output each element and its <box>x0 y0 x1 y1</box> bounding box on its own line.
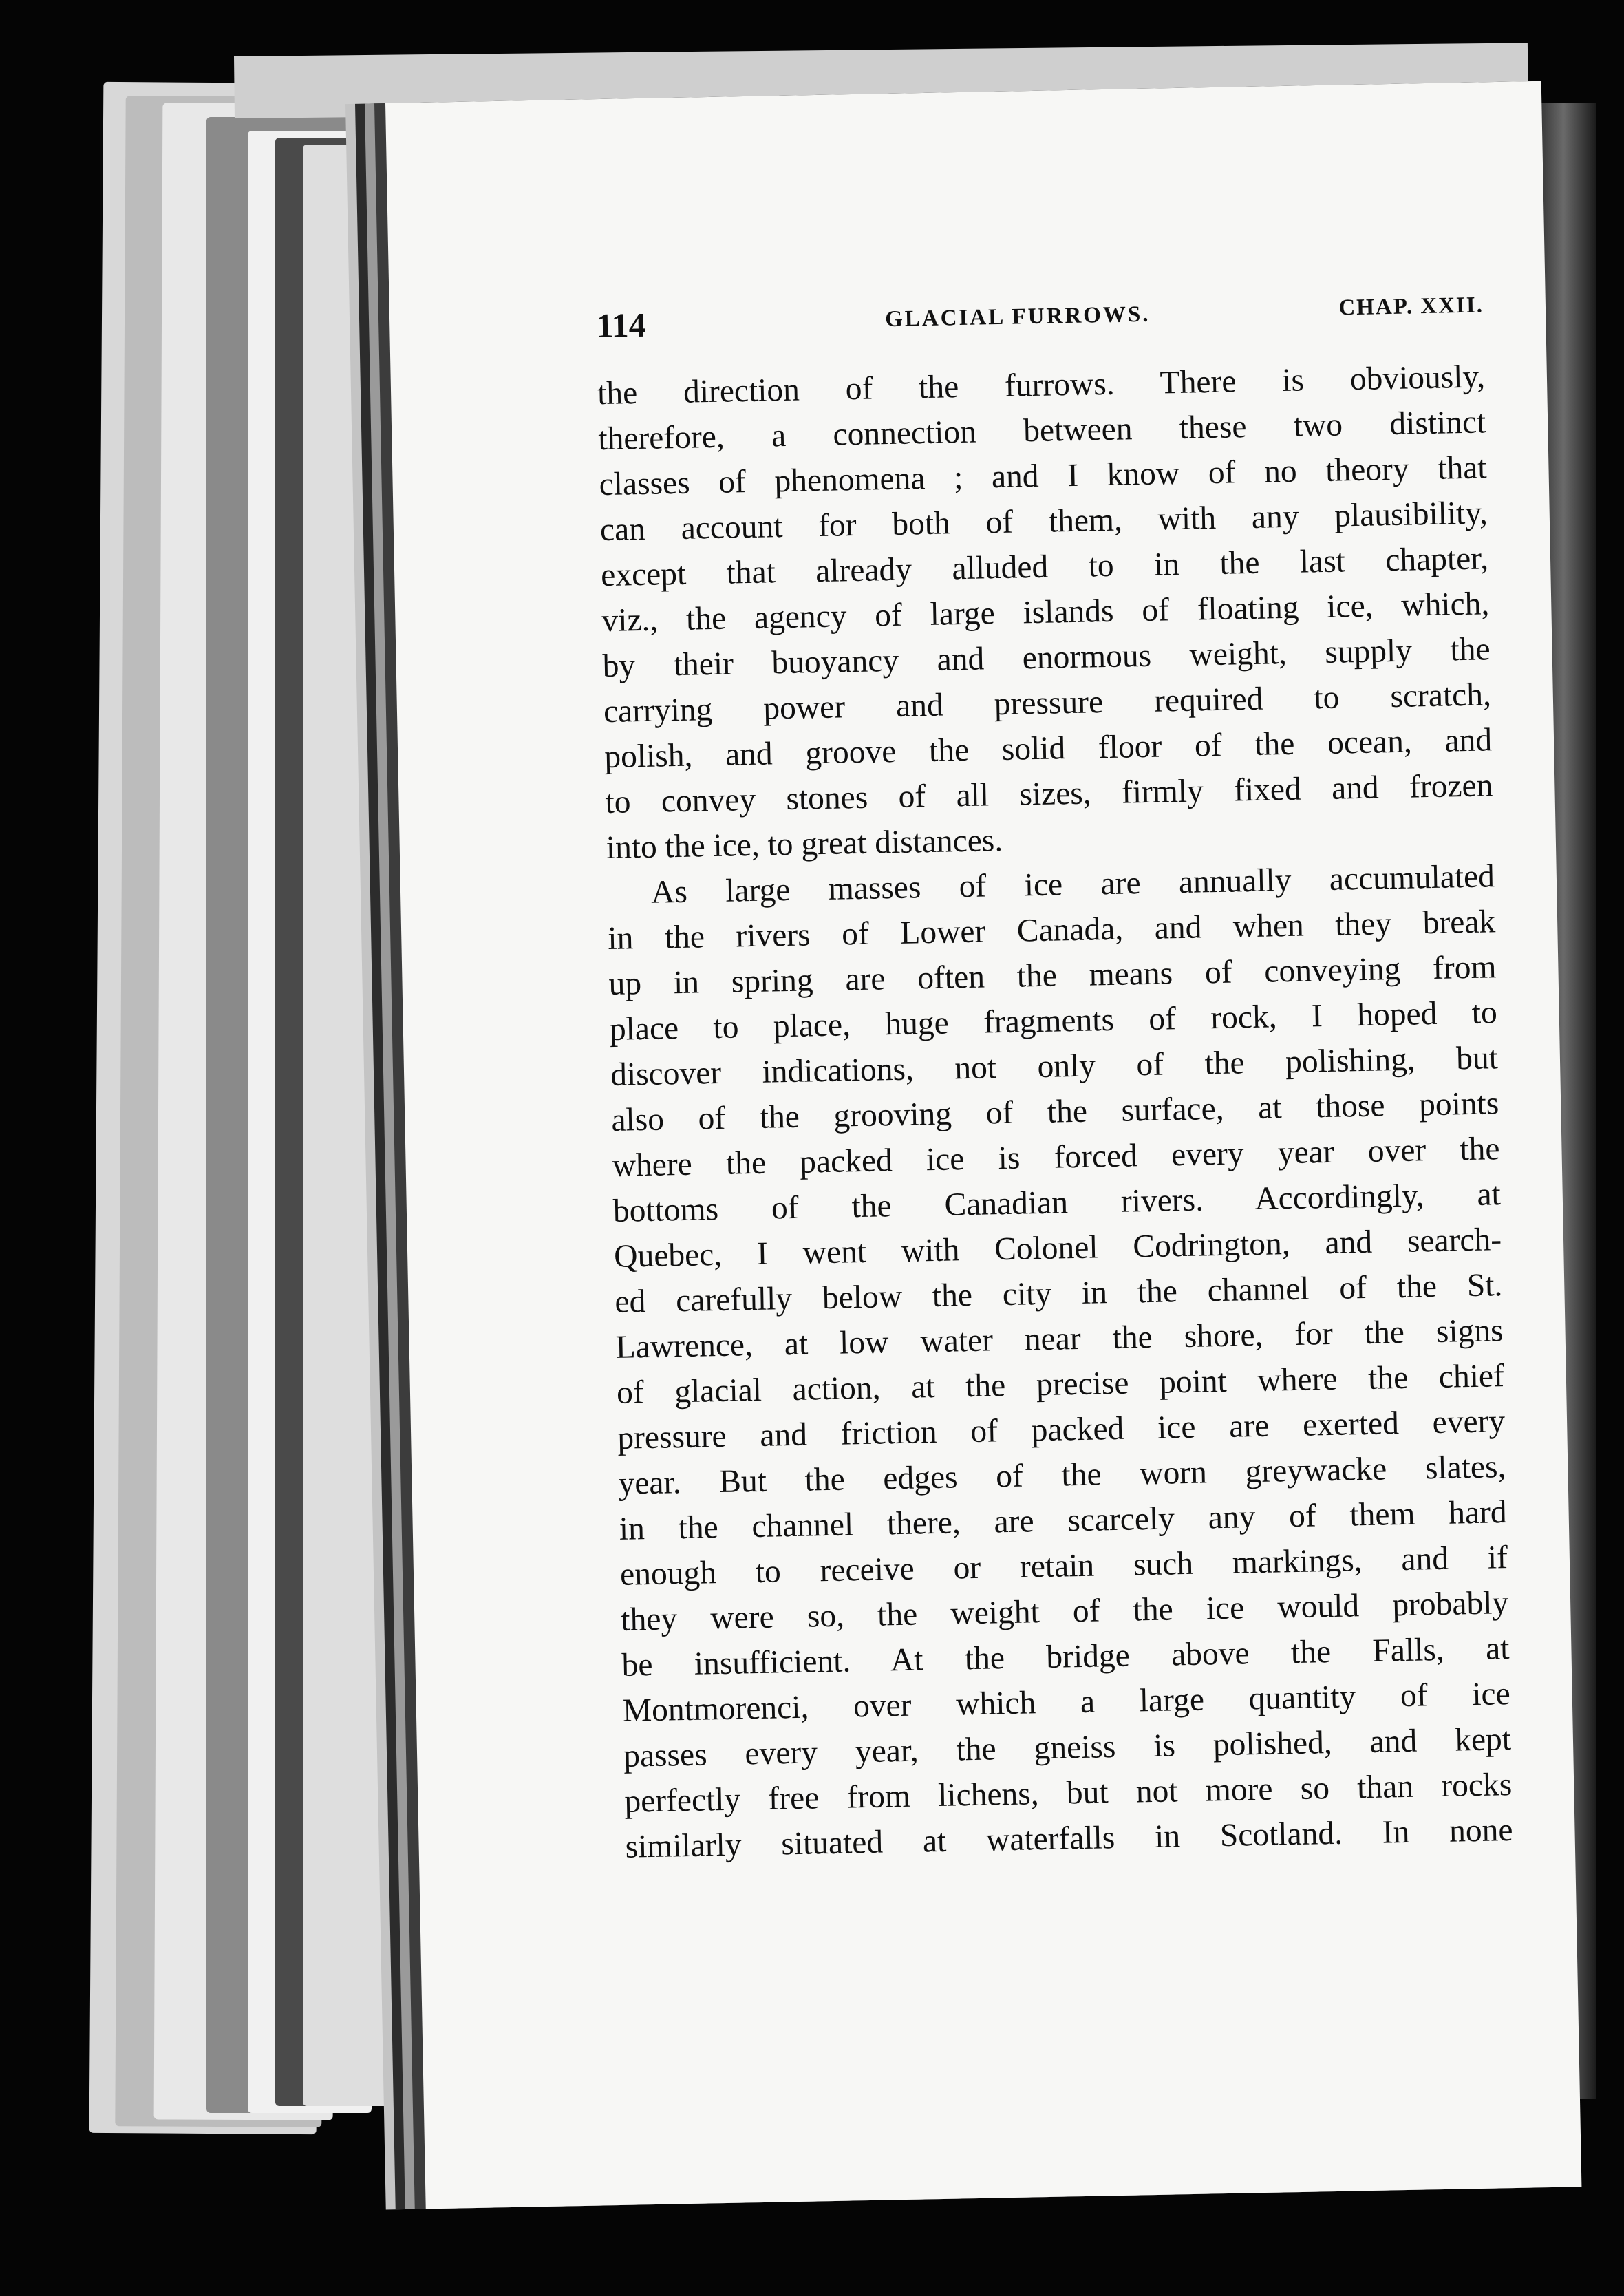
text-line: year. But the edges of the worn greywacke slates, <box>618 1449 1506 1502</box>
text-line: place to place, huge fragments of rock, I hoped to <box>609 995 1498 1048</box>
text-line: pressure and friction of packed ice are exerted every <box>617 1403 1506 1456</box>
text-line: viz., the agency of large islands of floating ice, which, <box>601 586 1490 639</box>
chapter-label: CHAP. XXII. <box>1338 293 1484 321</box>
text-line: of glacial action, at the precise point where the chief <box>616 1358 1505 1411</box>
text-line: where the packed ice is forced every year over the <box>612 1131 1500 1184</box>
text-line: can account for both of them, with any plausibility, <box>599 495 1488 549</box>
text-line: therefore, a connection between these two distinct <box>597 404 1486 458</box>
text-line: discover indications, not only of the polishing, but <box>610 1040 1499 1093</box>
text-line: Montmorenci, over which a large quantity of ice <box>622 1676 1511 1729</box>
text-line: Lawrence, at low water near the shore, for the signs <box>615 1312 1504 1365</box>
text-line: polish, and groove the solid floor of the ocean, and <box>603 722 1493 776</box>
text-line: the direction of the furrows. There is obviously, <box>597 359 1486 412</box>
page-number: 114 <box>595 305 647 346</box>
text-line: in the rivers of Lower Canada, and when they break <box>607 904 1496 957</box>
text-line: Quebec, I went with Colonel Codrington, and search- <box>613 1222 1502 1275</box>
text-line: in the channel there, are scarcely any of them hard <box>619 1494 1508 1547</box>
text-line: classes of phenomena ; and I know of no theory that <box>599 449 1487 503</box>
text-line: except that already alluded to in the last chapter, <box>600 540 1489 594</box>
text-line: they were so, the weight of the ice would probably <box>620 1585 1509 1638</box>
text-line: also of the grooving of the surface, at those points <box>610 1085 1499 1138</box>
running-title: GLACIAL FURROWS. <box>884 301 1151 332</box>
text-line: carrying power and pressure required to scratch, <box>603 677 1492 730</box>
page-stack-layer <box>303 145 399 2106</box>
text-line: to convey stones of all sizes, firmly fixed and frozen <box>605 767 1493 821</box>
text-line: As large masses of ice are annually accumulated <box>650 858 1495 911</box>
text-line: perfectly free from lichens, but not more so than rocks <box>623 1767 1513 1820</box>
body-text <box>597 354 1514 1869</box>
text-line: bottoms of the Canadian rivers. Accordingly, at <box>612 1176 1502 1229</box>
text-line: into the ice, to great distances. <box>606 822 1003 867</box>
text-line: passes every year, the gneiss is polished, and kept <box>623 1721 1512 1774</box>
paragraph-1 <box>597 354 1495 871</box>
book-page <box>385 81 1581 2209</box>
text-line: be insufficient. At the bridge above the Falls, at <box>621 1630 1510 1683</box>
text-line: enough to receive or retain such markings, and if <box>619 1540 1508 1593</box>
text-line: by their buoyancy and enormous weight, supply the <box>602 631 1491 685</box>
paragraph-2 <box>606 853 1513 1869</box>
running-head <box>596 288 1484 354</box>
text-line: ed carefully below the city in the channel of the St. <box>615 1267 1503 1320</box>
text-line: similarly situated at waterfalls in Scotland. In none <box>625 1812 1513 1865</box>
text-line: up in spring are often the means of conveying from <box>608 949 1497 1002</box>
